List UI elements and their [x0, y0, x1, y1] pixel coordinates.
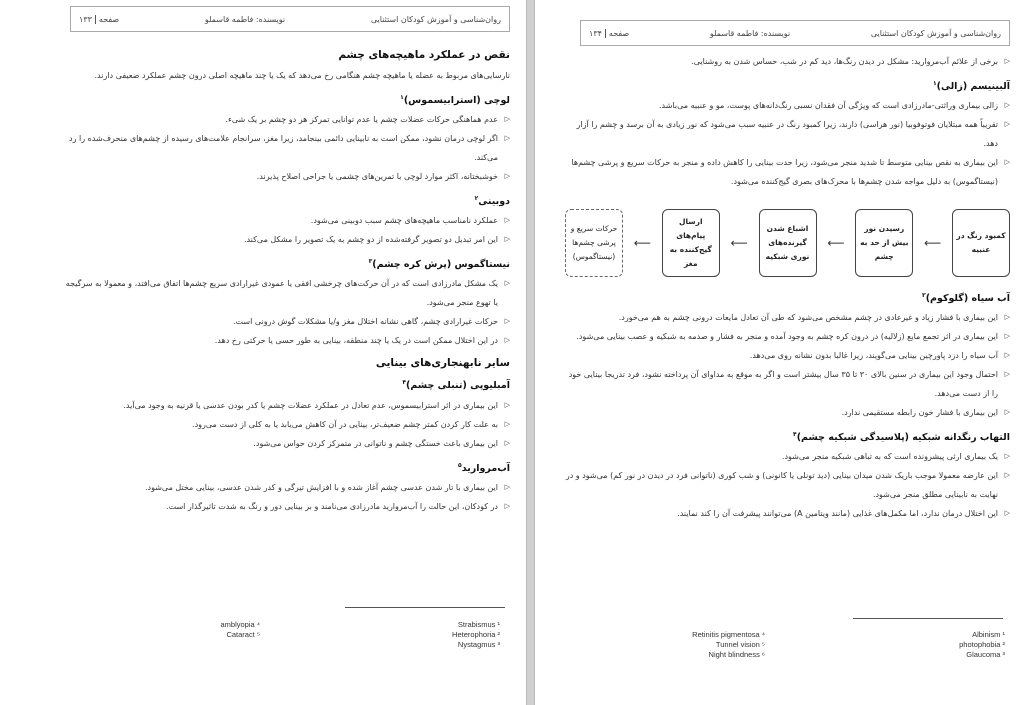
- heading-glaucoma: آب سیاه (گلوکوم)$^۳$: [922, 292, 1010, 305]
- list-retinitis: [565, 447, 1010, 523]
- heading-retinitis: التهاب رنگدانه شبکیه (پلاسیدگی شبکیه چشم)$^۴$: [793, 431, 1010, 444]
- list-item: ▷ در این اختلال ممکن است در یک یا چند منطقه، بینایی به طور حسی یا حرکتی رخ دهد.: [62, 331, 510, 350]
- footnote-rule: [345, 607, 505, 608]
- arrow-left-icon: ⟵: [730, 235, 748, 250]
- heading-albinism: آلبینیسم (زالی)$^۱$: [932, 80, 1010, 93]
- heading-diplopia: دوبینی$^۲$: [474, 195, 510, 208]
- arrow-left-icon: ⟵: [633, 235, 651, 250]
- left-page-header: [70, 6, 510, 32]
- list-nystagmus: [62, 274, 510, 350]
- list-item: ▷ یک بیماری ارثی پیشرونده است که به تباهی شبکیه منجر می‌شود.: [565, 447, 1010, 466]
- header-book-title: روان‌شناسی و آموزش کودکان استثنایی: [370, 14, 501, 24]
- list-item: ▷ تقریباً همه مبتلایان فوتوفوبیا (نور هراسی) دارند، زیرا کمبود رنگ در عنبیه سبب می‌شود که نور زیادی به آن برسد و چشم را آزار دهد.: [565, 115, 1010, 153]
- footnotes-right: Albinism ¹ photophobia ² Glaucoma ³: [959, 630, 1005, 659]
- list-item: ▷ یک مشکل مادرزادی است که در آن حرکت‌های چرخشی افقی یا عمودی غیرارادی سریع چشم‌ها اتفاق می‌افتد، و معمولا به سرگیجه یا تهوع منجر می‌شود.: [62, 274, 510, 312]
- arrow-left-icon: ⟵: [827, 235, 845, 250]
- list-item: ▷ آب سیاه را دزد پاورچین بینایی می‌گویند، زیرا غالبا بدون نشانه روی می‌دهد.: [565, 346, 1010, 365]
- header-book-title: روان‌شناسی و آموزش کودکان استثنایی: [870, 28, 1001, 38]
- list-item: ▷ این بیماری باعث خستگی چشم و ناتوانی در متمرکز کردن حواس می‌شود.: [62, 434, 510, 453]
- list-item: ▷ این بیماری در اثر استرابیسموس، عدم تعادل در عملکرد عضلات چشم یا کدر بودن عدسی یا قرنیه به وجود می‌آید.: [62, 396, 510, 415]
- heading-nystagmus: نیستاگموس (پرش کره چشم)$^۳$: [368, 258, 510, 271]
- right-page-content: [565, 52, 1010, 523]
- list-diplopia: [62, 211, 510, 249]
- book-gutter: [527, 0, 534, 705]
- heading-other-disorders: سایر نابهنجاری‌های بینایی: [375, 357, 510, 370]
- footnotes-right: Strabismus ¹ Heterophoria ² Nystagmus ³: [452, 620, 500, 649]
- list-albinism: [565, 96, 1010, 191]
- header-author: نویسنده: فاطمه قاسملو: [204, 14, 286, 24]
- list-item: ▷ به علت کار کردن کمتر چشم ضعیف‌تر، بینایی در آن کاهش می‌یابد یا به کلی از دست می‌رود.: [62, 415, 510, 434]
- footnotes-left: amblyopia ⁴ Cataract ⁵: [220, 620, 260, 639]
- list-item: ▷ زالی بیماری وراثتی-مادرزادی است که ویژگی آن فقدان نسبی رنگ‌دانه‌های پوست، مو و عنبیه می‌باشد.: [565, 96, 1010, 115]
- left-page-content: [62, 42, 510, 516]
- list-item: ▷ این بیماری با تار شدن عدسی چشم آغاز شده و با افزایش تیرگی و کدر شدن عدسی، بینایی مختل می‌شود.: [62, 478, 510, 497]
- list-item: ▷ این عارضه معمولا موجب باریک شدن میدان بینایی (دید تونلی یا کانونی) و شب کوری (ناتوانی فرد در دیدن در نور کم) می‌شود و در نهایت به نابینایی مطلق منجر می‌شود.: [565, 466, 1010, 504]
- list-item: ▷ این بیماری با فشار خون رابطه مستقیمی ندارد.: [565, 403, 1010, 422]
- footnote-rule: [853, 618, 1003, 619]
- arrow-left-icon: ⟵: [924, 235, 942, 250]
- albinism-flow-diagram: [565, 205, 1010, 281]
- flow-box: کمبود رنگ در عنبیه: [952, 209, 1010, 277]
- footnotes-left: Retinitis pigmentosa ⁴ Tunnel vision ⁵ Night blindness ⁶: [692, 630, 765, 659]
- section-title: نقص در عملکرد ماهیچه‌های چشم: [338, 49, 510, 61]
- list-item: ▷ حرکات غیرارادی چشم، گاهی نشانه اختلال مغز و/یا مشکلات گوش درونی است.: [62, 312, 510, 331]
- flow-box: اشباع شدن گیرنده‌های نوری شبکیه: [759, 209, 817, 277]
- list-item: ▷ این امر تبدیل دو تصویر گرفته‌شده از دو چشم به یک تصویر را مشکل می‌کند.: [62, 230, 510, 249]
- list-amblyopia: [62, 396, 510, 453]
- list-item: ▷ برخی از علائم آب‌مروارید: مشکل در دیدن رنگ‌ها، دید کم در شب، حساس شدن به روشنایی.: [565, 52, 1010, 71]
- right-page-header: [580, 20, 1010, 46]
- list-item: ▷ عدم هماهنگی حرکات عضلات چشم یا عدم توانایی تمرکز هر دو چشم بر یک شیء.: [62, 110, 510, 129]
- list-item: ▷ این بیماری با فشار زیاد و غیرعادی در چشم مشخص می‌شود که طی آن تعادل مایعات درونی چشم به هم می‌خورد.: [565, 308, 1010, 327]
- header-page-number: صفحه ۱۳۴: [589, 28, 630, 38]
- list-item: ▷ عملکرد نامناسب ماهیچه‌های چشم سبب دوبینی می‌شود.: [62, 211, 510, 230]
- heading-cataract: آب‌مروارید$^۵$: [458, 461, 510, 474]
- list-item: ▷ در کودکان، این حالت را آب‌مروارید مادرزادی می‌نامند و بر بینایی دور و رنگ به شدت تاثیرگذار است.: [62, 497, 510, 516]
- list-glaucoma: [565, 308, 1010, 422]
- intro-paragraph: نارسایی‌های مربوط به عضله یا ماهیچه چشم هنگامی رخ می‌دهد که یک یا چند ماهیچه اصلی درون چشم عملکرد ضعیفی دارند.: [94, 71, 510, 80]
- list-item: ▷ این بیماری در اثر تجمع مایع (زلالیه) در درون کره چشم به وجود آمده و منجر به فشار و صدمه به شبکیه و عصب بینایی می‌شود.: [565, 327, 1010, 346]
- list-strabismus: [62, 110, 510, 186]
- list-item: ▷ این بیماری به نقص بینایی متوسط تا شدید منجر می‌شود، زیرا حدت بینایی را کاهش داده و منجر به حرکات سریع و پرشی چشم‌ها (نیستاگموس) به دلیل مواجه شدن چشم‌ها با محرک‌های بصری گیج‌کننده می‌شود.: [565, 153, 1010, 191]
- right-page: [534, 0, 1024, 705]
- heading-amblyopia: آمبلیوپی (تنبلی چشم)$^۴$: [402, 379, 510, 392]
- list-item: ▷ این اختلال درمان ندارد، اما مکمل‌های غذایی (مانند ویتامین A) می‌توانند پیشرفت آن را کند نمایند.: [565, 504, 1010, 523]
- list-cataract: [62, 478, 510, 516]
- header-page-number: صفحه ۱۳۳: [79, 14, 120, 24]
- flow-box-result: حرکات سریع و پرشی چشم‌ها (نیستاگموس): [565, 209, 623, 277]
- heading-strabismus: لوچی (استرابیسموس)$^۱$: [400, 94, 510, 107]
- list-item: ▷ اگر لوچی درمان نشود، ممکن است به نابینایی دائمی بینجامد، زیرا مغز، سرانجام علامت‌های رسیده از چشم‌های منحرف‌شده را رد می‌کند.: [62, 129, 510, 167]
- flow-box: رسیدن نور بیش از حد به چشم: [855, 209, 913, 277]
- list-item: ▷ خوشبختانه، اکثر موارد لوچی با تمرین‌های چشمی یا جراحی اصلاح پذیرند.: [62, 167, 510, 186]
- flow-box: ارسال پیام‌های گیج‌کننده به مغز: [662, 209, 720, 277]
- header-author: نویسنده: فاطمه قاسملو: [709, 28, 791, 38]
- list-item: ▷ احتمال وجود این بیماری در سنین بالای ۳۰ تا ۳۵ سال بیشتر است و اگر به موقع به مداوای آن پرداخته نشود، فرد تدریجا بینایی خود را از دست می‌دهد.: [565, 365, 1010, 403]
